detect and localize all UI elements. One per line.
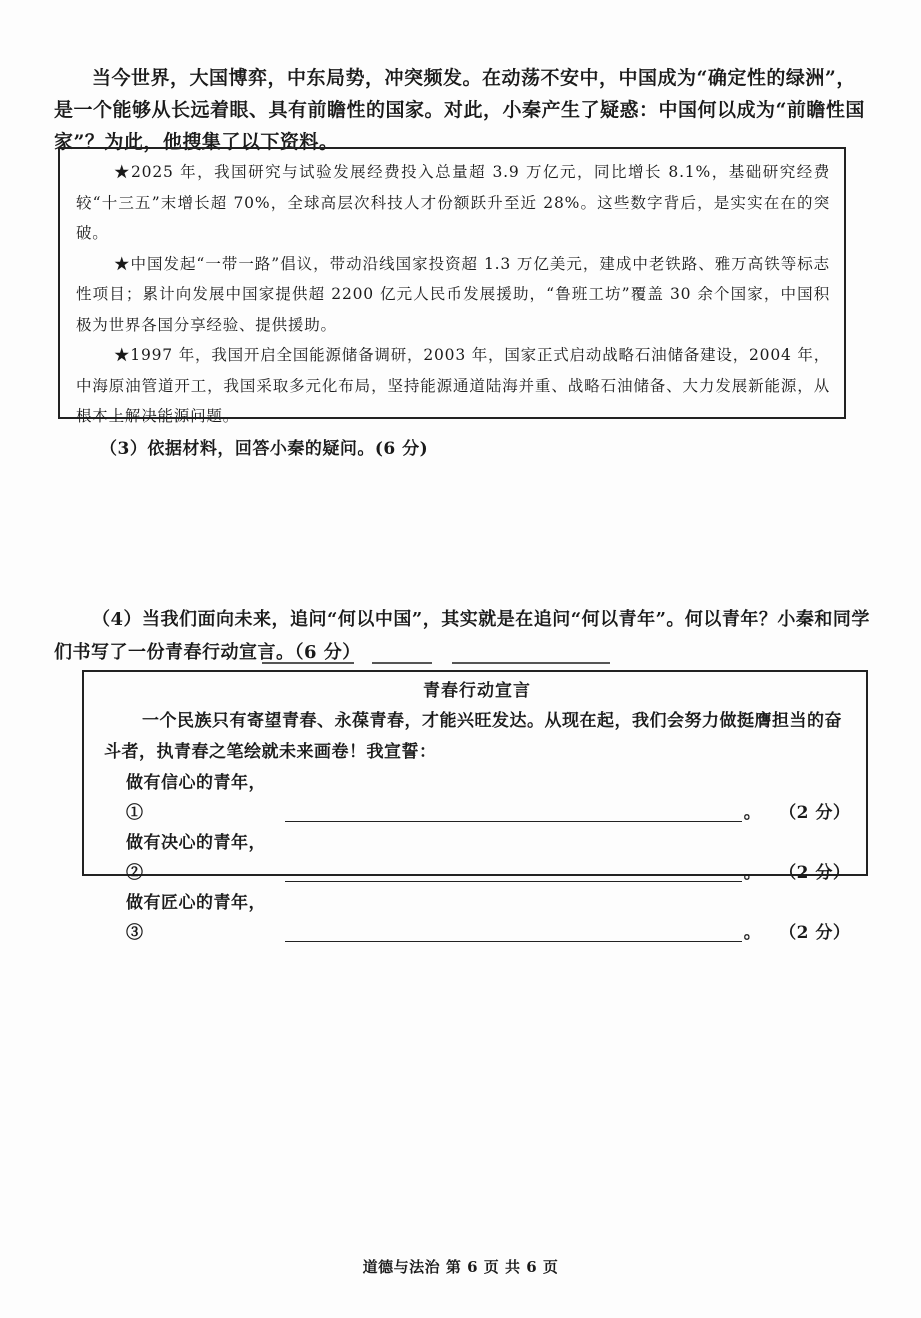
material-item: ★2025 年，我国研究与试验发展经费投入总量超 3.9 万亿元，同比增长 8.1%，基础研究经费较“十三五”末增长超 70%，全球高层次科技人才份额跃升至近 28%。这些数字背后，是实实在在的突破。 xyxy=(76,163,830,242)
divider-line xyxy=(452,662,610,664)
pledge-line xyxy=(126,768,850,828)
pledge-score: （2 分） xyxy=(779,803,851,823)
pledge-suffix: 。 xyxy=(743,803,762,823)
material-item: ★中国发起“一带一路”倡议，带动沿线国家投资超 1.3 万亿美元，建成中老铁路、雅万高铁等标志性项目；累计向发展中国家提供超 2200 亿元人民币发展援助，“鲁班工坊”覆盖 30 余个国家，中国积极为世界各国分享经验、提供援助。 xyxy=(76,254,830,334)
declaration-body: 一个民族只有寄望青春、永葆青春，才能兴旺发达。从现在起，我们会努力做挺膺担当的奋斗者，执青春之笔绘就未来画卷！我宣誓： xyxy=(104,711,842,762)
pledge-prefix: 做有信心的青年，① xyxy=(126,773,266,823)
page-footer: 道德与法治 第 6 页 共 6 页 xyxy=(362,1258,559,1276)
answer-blank[interactable] xyxy=(285,801,742,822)
material-box xyxy=(58,147,846,425)
declaration-box xyxy=(82,670,868,943)
answer-blank[interactable] xyxy=(285,921,742,942)
pledge-prefix: 做有匠心的青年，③ xyxy=(126,893,266,943)
answer-blank[interactable] xyxy=(285,861,742,882)
pledge-suffix: 。 xyxy=(743,923,762,943)
pledge-line xyxy=(126,888,850,948)
pledge-line xyxy=(126,828,850,888)
pledge-score: （2 分） xyxy=(779,863,851,883)
pledge-suffix: 。 xyxy=(743,863,762,883)
question-3: （3）依据材料，回答小秦的疑问。(6 分) xyxy=(100,439,429,459)
pledge-prefix: 做有决心的青年，② xyxy=(126,833,266,883)
pledge-score: （2 分） xyxy=(779,923,851,943)
divider-line xyxy=(262,662,354,664)
material-item: ★1997 年，我国开启全国能源储备调研，2003 年，国家正式启动战略石油储备建设，2004 年，中海原油管道开工，我国采取多元化布局，坚持能源通道陆海并重、战略石油储备、大力发展新能源，从根本上解决能源问题。 xyxy=(76,346,830,425)
declaration-title: 青春行动宣言 xyxy=(423,681,531,701)
divider-line xyxy=(372,662,432,664)
question-4: （4）当我们面向未来，追问“何以中国”，其实就是在追问“何以青年”。何以青年？小秦和同学们书写了一份青春行动宣言。（6 分） xyxy=(54,609,870,663)
intro-paragraph: 当今世界，大国博弈，中东局势，冲突频发。在动荡不安中，中国成为“确定性的绿洲”，是一个能够从长远着眼、具有前瞻性的国家。对此，小秦产生了疑惑：中国何以成为“前瞻性国家”？为此，他搜集了以下资料。 xyxy=(54,67,865,153)
